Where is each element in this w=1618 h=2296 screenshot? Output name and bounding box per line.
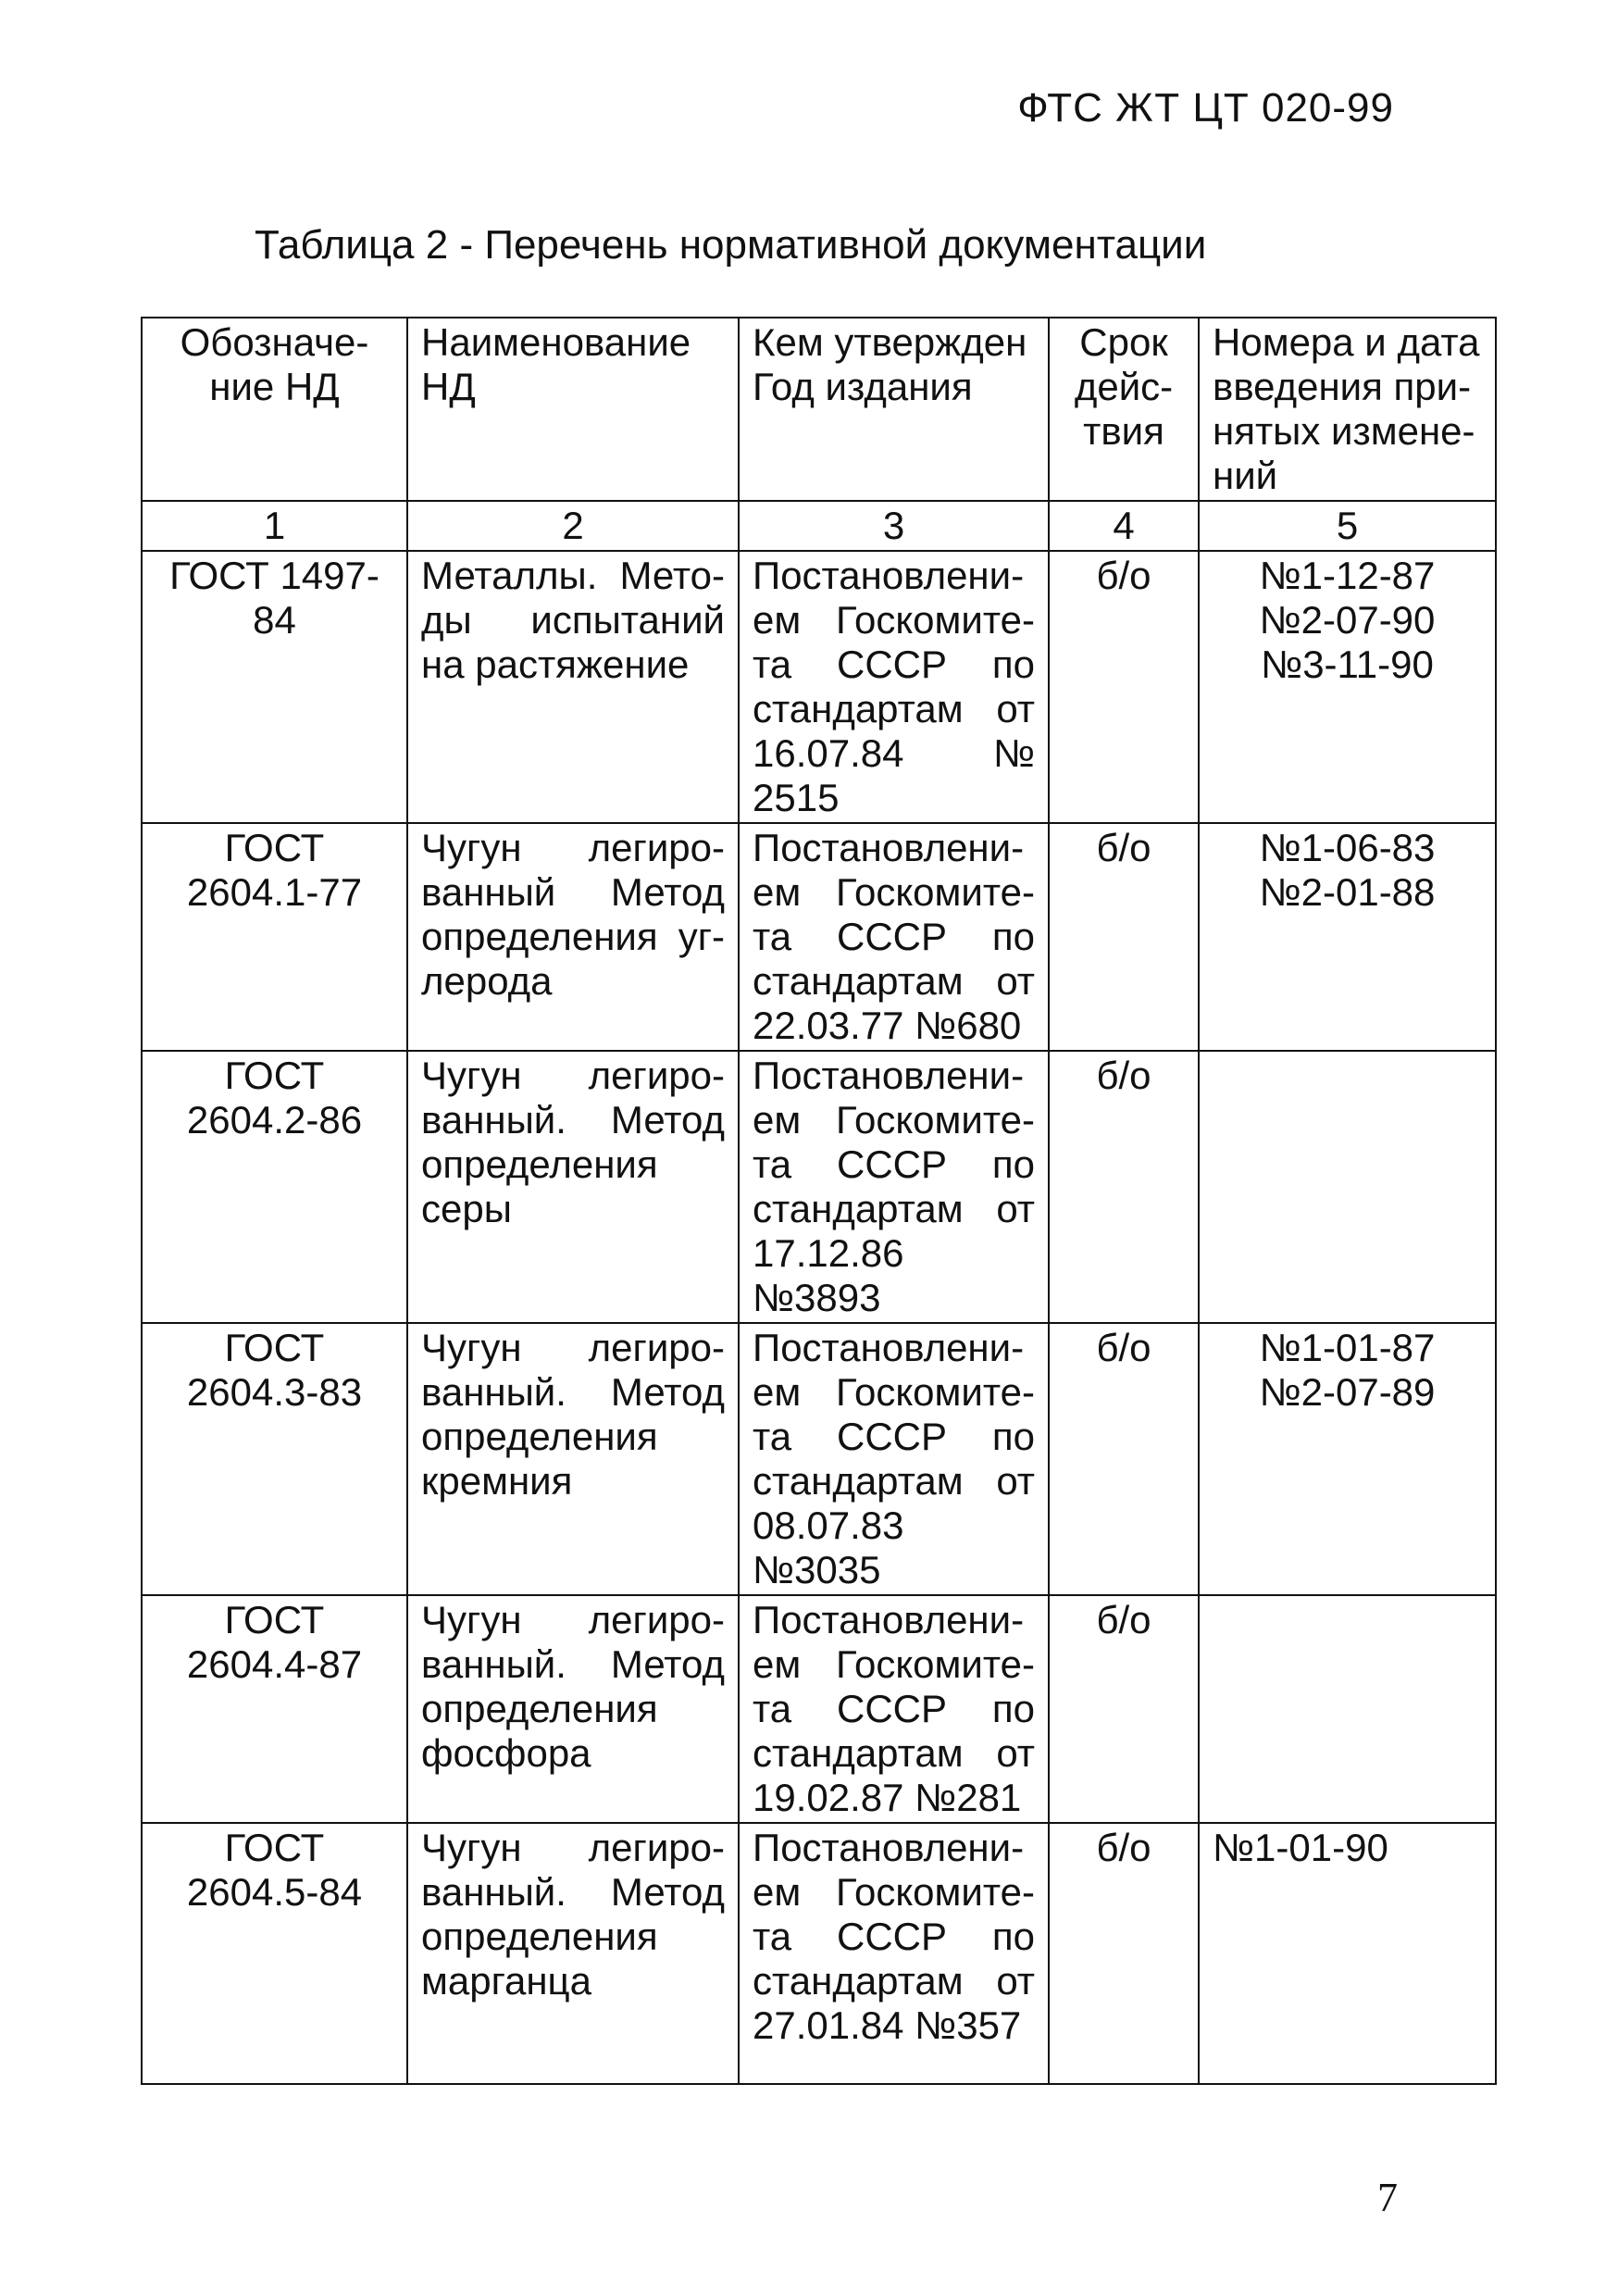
changes-cell xyxy=(1199,1823,1496,2084)
approved-cell-line: та СССР по xyxy=(753,915,1035,958)
approved-cell-line: стандартам от xyxy=(753,1459,1035,1503)
designation-cell xyxy=(142,823,407,1051)
term-cell: б/о xyxy=(1049,1595,1199,1823)
designation-cell-line: 2604.3-83 xyxy=(186,1370,363,1414)
approved-cell-line: Постановлени- xyxy=(753,826,1025,869)
designation-cell-line: ГОСТ xyxy=(224,1326,325,1369)
column-header-line: твия xyxy=(1083,409,1164,453)
table-row xyxy=(142,1051,1496,1323)
name-cell xyxy=(407,823,739,1051)
term-cell: б/о xyxy=(1049,1323,1199,1595)
name-cell xyxy=(407,1323,739,1595)
column-header-line: Обозначе- xyxy=(180,320,369,364)
column-header-term xyxy=(1049,318,1199,501)
page-number: 7 xyxy=(1377,2175,1398,2220)
designation-cell xyxy=(142,1595,407,1823)
name-cell-line: на растяжение xyxy=(421,643,690,686)
table-header-row xyxy=(142,318,1496,501)
approved-cell-line: ем Госкомите- xyxy=(753,598,1035,642)
column-header-line: Кем утвержден xyxy=(753,320,1027,364)
approved-cell xyxy=(739,1051,1049,1323)
name-cell-line: ды испытаний xyxy=(421,598,725,642)
document-code: ФТС ЖТ ЦТ 020-99 xyxy=(1017,85,1394,131)
name-cell-line: ванный. Метод xyxy=(421,1370,725,1414)
changes-cell-line: №3-11-90 xyxy=(1261,643,1434,686)
name-cell xyxy=(407,1595,739,1823)
approved-cell xyxy=(739,823,1049,1051)
approved-cell-line: Постановлени- xyxy=(753,1598,1025,1641)
changes-cell-line: №2-01-88 xyxy=(1259,870,1436,914)
approved-cell-line: ем Госкомите- xyxy=(753,1370,1035,1414)
column-header-line: дейс- xyxy=(1074,365,1174,408)
approved-cell-line: 27.01.84 №357 xyxy=(753,2003,1022,2047)
name-cell-line: определения xyxy=(421,1415,658,1458)
designation-cell-line: 2604.1-77 xyxy=(186,870,363,914)
designation-cell-line: ГОСТ xyxy=(224,1826,325,1869)
changes-cell-line: №1-01-87 xyxy=(1259,1326,1436,1369)
approved-cell-line: Постановлени- xyxy=(753,1826,1025,1869)
approved-cell-line: стандартам от xyxy=(753,1959,1035,2003)
column-number: 2 xyxy=(407,501,739,551)
designation-cell-line: ГОСТ xyxy=(224,826,325,869)
approved-cell-line: стандартам от xyxy=(753,1187,1035,1230)
approved-cell-line: ем Госкомите- xyxy=(753,1870,1035,1914)
approved-cell-line: Постановлени- xyxy=(753,554,1025,597)
column-number: 3 xyxy=(739,501,1049,551)
column-header-line: Номера и дата xyxy=(1213,320,1480,364)
changes-cell xyxy=(1199,1323,1496,1595)
column-header-line: Срок xyxy=(1079,320,1168,364)
designation-cell xyxy=(142,1051,407,1323)
name-cell-line: Чугун легиро- xyxy=(421,1598,725,1641)
approved-cell-line: Постановлени- xyxy=(753,1326,1025,1369)
name-cell-line: марганца xyxy=(421,1959,591,2003)
approved-cell-line: стандартам от xyxy=(753,959,1035,1003)
column-number-row xyxy=(142,501,1496,551)
approved-cell-line: ем Госкомите- xyxy=(753,1098,1035,1142)
column-header-designation xyxy=(142,318,407,501)
column-header-line: введения при- xyxy=(1213,365,1472,408)
name-cell-line: определения уг- xyxy=(421,915,725,958)
designation-cell-line: 2604.4-87 xyxy=(186,1642,363,1686)
approved-cell xyxy=(739,1595,1049,1823)
term-cell: б/о xyxy=(1049,1823,1199,2084)
approved-cell-line: 22.03.77 №680 xyxy=(753,1004,1022,1047)
name-cell xyxy=(407,551,739,823)
table-row xyxy=(142,823,1496,1051)
changes-cell-line: №1-01-90 xyxy=(1213,1826,1388,1869)
changes-cell-line: №1-12-87 xyxy=(1259,554,1436,597)
name-cell-line: определения xyxy=(421,1687,658,1730)
approved-cell-line: 2515 xyxy=(753,776,840,819)
approved-cell-line: 17.12.86 xyxy=(753,1231,904,1275)
approved-cell-line: та СССР по xyxy=(753,1142,1035,1186)
changes-cell-line: №2-07-90 xyxy=(1259,598,1436,642)
column-number: 5 xyxy=(1199,501,1496,551)
changes-cell xyxy=(1199,1595,1496,1823)
normative-documents-table xyxy=(141,317,1497,2085)
column-header-line: ние НД xyxy=(209,365,340,408)
name-cell-line: Металлы. Мето- xyxy=(421,554,725,597)
approved-cell-line: 16.07.84 № xyxy=(753,731,1035,775)
column-header-line: Наименование xyxy=(421,320,691,364)
approved-cell-line: №3893 xyxy=(753,1276,881,1319)
column-header-line: Год издания xyxy=(753,365,973,408)
approved-cell-line: 19.02.87 №281 xyxy=(753,1776,1022,1819)
name-cell-line: ванный. Метод xyxy=(421,1098,725,1142)
table-caption: Таблица 2 - Перечень нормативной документации xyxy=(255,222,1207,268)
designation-cell xyxy=(142,1823,407,2084)
designation-cell xyxy=(142,551,407,823)
approved-cell-line: та СССР по xyxy=(753,1915,1035,1958)
name-cell-line: лерода xyxy=(421,959,553,1003)
column-header-approved xyxy=(739,318,1049,501)
table-row xyxy=(142,1595,1496,1823)
term-cell: б/о xyxy=(1049,1051,1199,1323)
designation-cell-line: 2604.2-86 xyxy=(186,1098,363,1142)
designation-cell-line: ГОСТ 1497- xyxy=(169,554,380,597)
name-cell-line: ванный Метод xyxy=(421,870,725,914)
approved-cell-line: та СССР по xyxy=(753,1687,1035,1730)
designation-cell-line: ГОСТ xyxy=(224,1598,325,1641)
approved-cell xyxy=(739,1323,1049,1595)
name-cell xyxy=(407,1051,739,1323)
name-cell-line: определения xyxy=(421,1142,658,1186)
designation-cell xyxy=(142,1323,407,1595)
designation-cell-line: ГОСТ xyxy=(224,1054,325,1097)
changes-cell xyxy=(1199,823,1496,1051)
column-header-changes xyxy=(1199,318,1496,501)
name-cell-line: Чугун легиро- xyxy=(421,1326,725,1369)
table-row xyxy=(142,1323,1496,1595)
designation-cell-line: 2604.5-84 xyxy=(186,1870,363,1914)
approved-cell-line: 08.07.83 xyxy=(753,1504,904,1547)
changes-cell xyxy=(1199,551,1496,823)
column-header-line: нятых измене- xyxy=(1213,409,1475,453)
name-cell-line: Чугун легиро- xyxy=(421,1054,725,1097)
name-cell-line: фосфора xyxy=(421,1731,591,1775)
designation-cell-line: 84 xyxy=(253,598,296,642)
approved-cell-line: стандартам от xyxy=(753,687,1035,730)
column-number: 4 xyxy=(1049,501,1199,551)
approved-cell-line: та СССР по xyxy=(753,1415,1035,1458)
changes-cell-line: №1-06-83 xyxy=(1259,826,1436,869)
column-header-line: ний xyxy=(1213,454,1278,497)
name-cell-line: ванный. Метод xyxy=(421,1642,725,1686)
name-cell-line: серы xyxy=(421,1187,512,1230)
table-body xyxy=(142,551,1496,2084)
name-cell xyxy=(407,1823,739,2084)
approved-cell-line: та СССР по xyxy=(753,643,1035,686)
approved-cell xyxy=(739,1823,1049,2084)
approved-cell xyxy=(739,551,1049,823)
approved-cell-line: №3035 xyxy=(753,1548,881,1591)
table-row xyxy=(142,551,1496,823)
approved-cell-line: Постановлени- xyxy=(753,1054,1025,1097)
changes-cell-line: №2-07-89 xyxy=(1259,1370,1436,1414)
column-number: 1 xyxy=(142,501,407,551)
approved-cell-line: ем Госкомите- xyxy=(753,1642,1035,1686)
approved-cell-line: стандартам от xyxy=(753,1731,1035,1775)
name-cell-line: Чугун легиро- xyxy=(421,1826,725,1869)
name-cell-line: ванный. Метод xyxy=(421,1870,725,1914)
name-cell-line: определения xyxy=(421,1915,658,1958)
table-row xyxy=(142,1823,1496,2084)
name-cell-line: кремния xyxy=(421,1459,573,1503)
column-header-line: НД xyxy=(421,365,476,408)
term-cell: б/о xyxy=(1049,823,1199,1051)
changes-cell xyxy=(1199,1051,1496,1323)
term-cell: б/о xyxy=(1049,551,1199,823)
approved-cell-line: ем Госкомите- xyxy=(753,870,1035,914)
name-cell-line: Чугун легиро- xyxy=(421,826,725,869)
column-header-name xyxy=(407,318,739,501)
